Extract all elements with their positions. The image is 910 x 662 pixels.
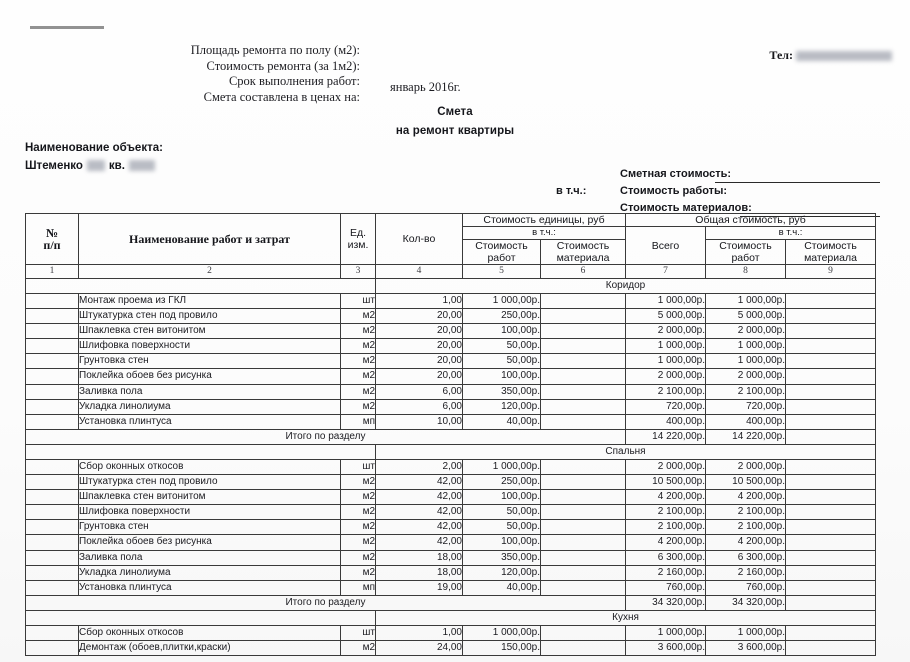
cell-total-material: [786, 459, 876, 474]
cell-unit: м2: [341, 565, 376, 580]
cell-work-name: Шлифовка поверхности: [79, 505, 341, 520]
table-row: [26, 565, 876, 580]
th-unit-line2: изм.: [347, 239, 369, 251]
cell-unit-work-cost: 40,00р.: [463, 414, 541, 429]
cell-number: [26, 294, 79, 309]
th-work-name: Наименование работ и затрат: [79, 214, 341, 265]
cell-number: [26, 490, 79, 505]
estimate-table-wrapper: [25, 213, 875, 656]
estimate-table: [25, 213, 876, 656]
cell-total-material: [786, 369, 876, 384]
cell-number: [26, 535, 79, 550]
cell-total-material: [786, 625, 876, 640]
cell-unit-material-cost: [541, 324, 626, 339]
cell-unit-work-cost: 100,00р.: [463, 535, 541, 550]
cell-qty: 20,00: [376, 369, 463, 384]
cell-total: 2 100,00р.: [626, 520, 706, 535]
cell-unit-material-cost: [541, 339, 626, 354]
cell-total-material: [786, 309, 876, 324]
cell-qty: 6,00: [376, 399, 463, 414]
section-blank-cell: [26, 279, 376, 294]
th-unit-material-line1: Стоимость: [556, 240, 610, 252]
cell-total: 10 500,00р.: [626, 475, 706, 490]
cell-number: [26, 550, 79, 565]
cell-number: [26, 369, 79, 384]
cell-unit: м2: [341, 490, 376, 505]
table-header-row-1: [26, 214, 876, 227]
cell-total: 1 000,00р.: [626, 354, 706, 369]
cell-work-name: Сбор оконных откосов: [79, 625, 341, 640]
section-total-all: 14 220,00р.: [626, 429, 706, 444]
cell-number: [26, 324, 79, 339]
cell-total-material: [786, 294, 876, 309]
table-row: [26, 535, 876, 550]
th-number-line1: №: [45, 226, 59, 240]
cell-unit-work-cost: 50,00р.: [463, 505, 541, 520]
cell-unit-material-cost: [541, 565, 626, 580]
phone-redaction: [796, 51, 892, 61]
cell-unit-material-cost: [541, 309, 626, 324]
cell-unit-material-cost: [541, 535, 626, 550]
th-group-unit-cost: Стоимость единицы, руб: [463, 214, 626, 227]
colnum-3: 3: [341, 265, 376, 279]
th-unit-material: [541, 240, 626, 265]
cell-unit: м2: [341, 475, 376, 490]
th-unit: [341, 214, 376, 265]
cell-qty: 20,00: [376, 339, 463, 354]
cell-qty: 20,00: [376, 309, 463, 324]
cell-unit: м2: [341, 535, 376, 550]
cell-qty: 42,00: [376, 490, 463, 505]
cell-unit: м2: [341, 550, 376, 565]
object-house-redaction: [87, 160, 105, 171]
object-street: Штеменко: [25, 160, 83, 172]
table-row: [26, 505, 876, 520]
cell-total-material: [786, 339, 876, 354]
table-row: [26, 309, 876, 324]
cell-unit-work-cost: 40,00р.: [463, 580, 541, 595]
cell-number: [26, 580, 79, 595]
cell-number: [26, 475, 79, 490]
cell-work-name: Установка плинтуса: [79, 414, 341, 429]
table-row: [26, 369, 876, 384]
cell-unit: м2: [341, 339, 376, 354]
th-total-material-line1: Стоимость: [804, 240, 857, 252]
section-total-work: 34 320,00р.: [706, 595, 786, 610]
cell-number: [26, 309, 79, 324]
cell-work-name: Демонтаж (обоев,плитки,краски): [79, 640, 341, 655]
cell-unit-work-cost: 1 000,00р.: [463, 459, 541, 474]
cell-total-work: 2 100,00р.: [706, 384, 786, 399]
table-row: [26, 520, 876, 535]
cell-number: [26, 459, 79, 474]
cell-total-material: [786, 324, 876, 339]
cell-unit-work-cost: 250,00р.: [463, 309, 541, 324]
section-blank-cell: [26, 444, 376, 459]
cell-total-material: [786, 475, 876, 490]
cell-total-material: [786, 384, 876, 399]
cell-total: 400,00р.: [626, 414, 706, 429]
cell-unit-work-cost: 50,00р.: [463, 339, 541, 354]
cell-number: [26, 520, 79, 535]
object-label: Наименование объекта:: [25, 142, 163, 154]
section-header-row: [26, 444, 876, 459]
cell-unit-material-cost: [541, 294, 626, 309]
cell-unit: шт: [341, 459, 376, 474]
table-row: [26, 414, 876, 429]
cell-qty: 1,00: [376, 625, 463, 640]
th-unit-work-line2: работ: [487, 252, 516, 264]
header-label-pricedate: Смета составлена в ценах на:: [203, 89, 360, 104]
cell-unit-material-cost: [541, 520, 626, 535]
cell-unit-material-cost: [541, 490, 626, 505]
header-label-area: Площадь ремонта по полу (м2):: [190, 43, 360, 57]
cell-unit: м2: [341, 309, 376, 324]
cell-unit: шт: [341, 294, 376, 309]
cell-total-work: 1 000,00р.: [706, 339, 786, 354]
cell-qty: 42,00: [376, 475, 463, 490]
table-row: [26, 625, 876, 640]
cell-total: 2 100,00р.: [626, 384, 706, 399]
corner-mark: [30, 26, 104, 29]
cell-unit-work-cost: 350,00р.: [463, 384, 541, 399]
cell-number: [26, 565, 79, 580]
cell-total: 2 000,00р.: [626, 369, 706, 384]
object-apt-word: кв.: [108, 160, 125, 172]
cell-unit-material-cost: [541, 505, 626, 520]
cell-unit: м2: [341, 354, 376, 369]
cell-work-name: Укладка линолиума: [79, 565, 341, 580]
th-total-material-line2: материала: [804, 252, 857, 264]
cell-total-work: 760,00р.: [706, 580, 786, 595]
cell-work-name: Заливка пола: [79, 550, 341, 565]
section-total-label: Итого по разделу: [26, 429, 626, 444]
section-total-material: [786, 429, 876, 444]
cell-number: [26, 640, 79, 655]
cell-number: [26, 384, 79, 399]
table-row: [26, 490, 876, 505]
cell-total-work: 3 600,00р.: [706, 640, 786, 655]
colnum-1: 1: [26, 265, 79, 279]
cell-total-material: [786, 580, 876, 595]
cell-total-material: [786, 550, 876, 565]
cell-unit-work-cost: 50,00р.: [463, 520, 541, 535]
cell-total-work: 1 000,00р.: [706, 354, 786, 369]
cell-unit-work-cost: 1 000,00р.: [463, 294, 541, 309]
cell-total: 3 600,00р.: [626, 640, 706, 655]
table-row: [26, 354, 876, 369]
summary-label-estimate: Сметная стоимость:: [620, 168, 732, 180]
phone-number: [769, 48, 892, 63]
cell-qty: 6,00: [376, 384, 463, 399]
table-row: [26, 640, 876, 655]
cell-work-name: Штукатурка стен под провило: [79, 309, 341, 324]
cell-number: [26, 399, 79, 414]
table-row: [26, 324, 876, 339]
cell-unit-material-cost: [541, 354, 626, 369]
cell-total-material: [786, 490, 876, 505]
cell-total-material: [786, 354, 876, 369]
cell-total: 1 000,00р.: [626, 339, 706, 354]
cell-work-name: Заливка пола: [79, 384, 341, 399]
cell-total-work: 2 000,00р.: [706, 324, 786, 339]
summary-label-work: Стоимость работы:: [620, 185, 728, 197]
cell-unit: м2: [341, 384, 376, 399]
cell-number: [26, 505, 79, 520]
cell-qty: 24,00: [376, 640, 463, 655]
colnum-7: 7: [626, 265, 706, 279]
cell-unit-work-cost: 120,00р.: [463, 565, 541, 580]
cell-unit-work-cost: 250,00р.: [463, 475, 541, 490]
phone-label: Тел:: [769, 48, 793, 62]
cell-total: 760,00р.: [626, 580, 706, 595]
colnum-6: 6: [541, 265, 626, 279]
page-title: [0, 106, 910, 137]
th-unit-work-line1: Стоимость: [475, 240, 528, 252]
cell-unit-material-cost: [541, 459, 626, 474]
cell-unit-material-cost: [541, 384, 626, 399]
table-row: [26, 294, 876, 309]
cell-total-work: 400,00р.: [706, 414, 786, 429]
th-number-line2: п/п: [43, 238, 61, 252]
cell-number: [26, 625, 79, 640]
th-unit-line1: Ед.: [349, 227, 367, 239]
cell-number: [26, 339, 79, 354]
cell-work-name: Шлифовка поверхности: [79, 339, 341, 354]
cell-qty: 18,00: [376, 565, 463, 580]
cell-total-material: [786, 565, 876, 580]
cell-unit-work-cost: 50,00р.: [463, 354, 541, 369]
cell-total: 4 200,00р.: [626, 535, 706, 550]
cell-total-work: 720,00р.: [706, 399, 786, 414]
section-blank-cell: [26, 610, 376, 625]
cell-unit: м2: [341, 640, 376, 655]
cell-total-work: 6 300,00р.: [706, 550, 786, 565]
cell-total-material: [786, 399, 876, 414]
section-total-material: [786, 595, 876, 610]
cell-unit: м2: [341, 505, 376, 520]
cell-total: 2 000,00р.: [626, 459, 706, 474]
cell-unit: шт: [341, 625, 376, 640]
th-total-vtch: в т.ч.:: [706, 227, 876, 240]
table-row: [26, 580, 876, 595]
cell-total-work: 4 200,00р.: [706, 535, 786, 550]
colnum-2: 2: [79, 265, 341, 279]
summary-block: [556, 166, 886, 217]
section-header-row: [26, 610, 876, 625]
cell-unit-work-cost: 100,00р.: [463, 490, 541, 505]
cell-total: 4 200,00р.: [626, 490, 706, 505]
cell-unit-material-cost: [541, 550, 626, 565]
section-total-label: Итого по разделу: [26, 595, 626, 610]
cell-qty: 19,00: [376, 580, 463, 595]
section-header-row: [26, 279, 876, 294]
cell-total-work: 2 100,00р.: [706, 505, 786, 520]
section-total-row: [26, 595, 876, 610]
cell-unit-work-cost: 100,00р.: [463, 324, 541, 339]
section-total-work: 14 220,00р.: [706, 429, 786, 444]
table-row: [26, 550, 876, 565]
page-title-line1: Смета: [437, 106, 473, 118]
cell-unit-work-cost: 150,00р.: [463, 640, 541, 655]
cell-qty: 18,00: [376, 550, 463, 565]
th-total-all: Всего: [626, 227, 706, 265]
object-apt-redaction: [129, 160, 155, 171]
cell-unit-work-cost: 100,00р.: [463, 369, 541, 384]
colnum-8: 8: [706, 265, 786, 279]
table-row: [26, 475, 876, 490]
cell-total: 6 300,00р.: [626, 550, 706, 565]
th-qty: Кол-во: [376, 214, 463, 265]
cell-unit-work-cost: 350,00р.: [463, 550, 541, 565]
cell-total-work: 1 000,00р.: [706, 294, 786, 309]
colnum-5: 5: [463, 265, 541, 279]
th-total-work-line1: Стоимость: [719, 240, 772, 252]
cell-work-name: Штукатурка стен под провило: [79, 475, 341, 490]
cell-total-material: [786, 535, 876, 550]
cell-work-name: Грунтовка стен: [79, 354, 341, 369]
cell-total-material: [786, 505, 876, 520]
cell-qty: 10,00: [376, 414, 463, 429]
cell-total-work: 10 500,00р.: [706, 475, 786, 490]
section-name: Коридор: [376, 279, 876, 294]
cell-unit-work-cost: 120,00р.: [463, 399, 541, 414]
th-unit-work: [463, 240, 541, 265]
cell-number: [26, 414, 79, 429]
cell-total: 2 100,00р.: [626, 505, 706, 520]
colnum-9: 9: [786, 265, 876, 279]
table-header: [26, 214, 876, 279]
section-name: Кухня: [376, 610, 876, 625]
cell-total: 1 000,00р.: [626, 625, 706, 640]
cell-total-work: 4 200,00р.: [706, 490, 786, 505]
cell-total: 2 000,00р.: [626, 324, 706, 339]
header-label-price: Стоимость ремонта (за 1м2):: [206, 58, 360, 73]
table-column-number-row: [26, 265, 876, 279]
cell-work-name: Сбор оконных откосов: [79, 459, 341, 474]
table-row: [26, 459, 876, 474]
cell-qty: 20,00: [376, 354, 463, 369]
th-total-material: [786, 240, 876, 265]
cell-unit-material-cost: [541, 580, 626, 595]
summary-row-estimate: [556, 166, 886, 183]
cell-work-name: Шпаклевка стен витонитом: [79, 490, 341, 505]
cell-total: 5 000,00р.: [626, 309, 706, 324]
cell-total-work: 2 000,00р.: [706, 369, 786, 384]
object-value: [25, 160, 155, 172]
header-label-term: Срок выполнения работ:: [228, 74, 360, 89]
cell-total-work: 2 100,00р.: [706, 520, 786, 535]
cell-unit-material-cost: [541, 414, 626, 429]
section-total-row: [26, 429, 876, 444]
table-row: [26, 384, 876, 399]
cell-unit-material-cost: [541, 640, 626, 655]
header-date-value: январь 2016г.: [390, 80, 461, 94]
cell-unit: м2: [341, 369, 376, 384]
cell-total-work: 5 000,00р.: [706, 309, 786, 324]
th-unit-vtch: в т.ч.:: [463, 227, 626, 240]
cell-total: 720,00р.: [626, 399, 706, 414]
cell-work-name: Шпаклевка стен витонитом: [79, 324, 341, 339]
cell-unit: м2: [341, 324, 376, 339]
cell-unit: м2: [341, 520, 376, 535]
th-number: [26, 214, 79, 265]
cell-total-work: 2 160,00р.: [706, 565, 786, 580]
cell-qty: 42,00: [376, 520, 463, 535]
cell-unit-material-cost: [541, 399, 626, 414]
th-total-work-line2: работ: [731, 252, 760, 264]
cell-unit-material-cost: [541, 475, 626, 490]
section-name: Спальня: [376, 444, 876, 459]
cell-qty: 20,00: [376, 324, 463, 339]
cell-unit: мп: [341, 580, 376, 595]
cell-work-name: Поклейка обоев без рисунка: [79, 535, 341, 550]
th-total-work: [706, 240, 786, 265]
cell-number: [26, 354, 79, 369]
cell-unit-material-cost: [541, 625, 626, 640]
header-labels: [0, 43, 360, 105]
cell-unit-work-cost: 1 000,00р.: [463, 625, 541, 640]
section-total-all: 34 320,00р.: [626, 595, 706, 610]
th-group-total-cost: Общая стоимость, руб: [626, 214, 876, 227]
cell-work-name: Поклейка обоев без рисунка: [79, 369, 341, 384]
cell-qty: 42,00: [376, 535, 463, 550]
cell-work-name: Установка плинтуса: [79, 580, 341, 595]
cell-total-material: [786, 520, 876, 535]
cell-qty: 42,00: [376, 505, 463, 520]
table-body: [26, 279, 876, 656]
cell-work-name: Монтаж проема из ГКЛ: [79, 294, 341, 309]
cell-total-work: 2 000,00р.: [706, 459, 786, 474]
summary-row-work: [556, 183, 886, 200]
th-unit-material-line2: материала: [556, 252, 610, 264]
cell-total: 1 000,00р.: [626, 294, 706, 309]
table-row: [26, 399, 876, 414]
cell-total: 2 160,00р.: [626, 565, 706, 580]
page-title-line2: на ремонт квартиры: [395, 125, 515, 137]
cell-unit: мп: [341, 414, 376, 429]
cell-work-name: Грунтовка стен: [79, 520, 341, 535]
cell-work-name: Укладка линолиума: [79, 399, 341, 414]
summary-vtch-label: в т.ч.:: [556, 185, 587, 197]
cell-unit-material-cost: [541, 369, 626, 384]
cell-total-work: 1 000,00р.: [706, 625, 786, 640]
cell-total-material: [786, 640, 876, 655]
cell-unit: м2: [341, 399, 376, 414]
table-row: [26, 339, 876, 354]
cell-qty: 1,00: [376, 294, 463, 309]
summary-label-materials: Стоимость материалов:: [620, 202, 752, 214]
colnum-4: 4: [376, 265, 463, 279]
cell-qty: 2,00: [376, 459, 463, 474]
cell-total-material: [786, 414, 876, 429]
